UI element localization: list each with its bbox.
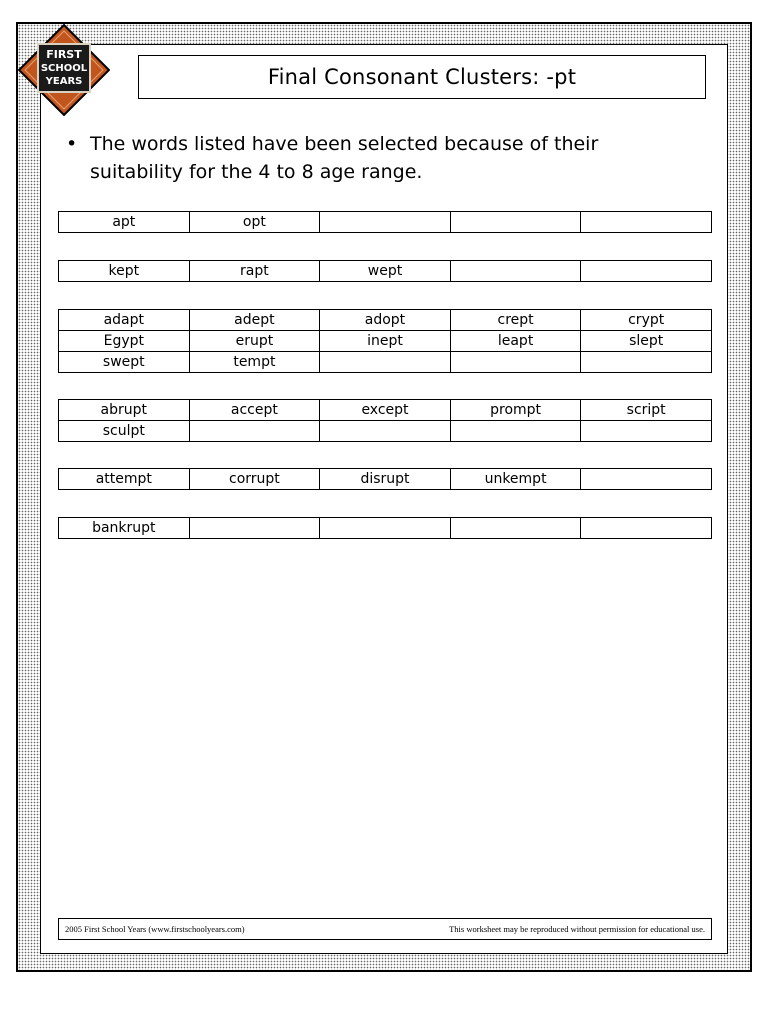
word-row (59, 420, 711, 441)
word-cell (580, 518, 711, 538)
word-cell: crypt (580, 310, 711, 330)
word-cell: corrupt (189, 469, 320, 489)
word-group-2 (58, 260, 712, 282)
word-cell: tempt (189, 352, 320, 372)
word-cell: sculpt (102, 423, 145, 439)
word-cell (580, 212, 711, 232)
word-row (59, 351, 711, 372)
word-cell (189, 518, 320, 538)
word-cell: adept (189, 310, 320, 330)
word-cell (580, 261, 711, 281)
word-row (59, 261, 711, 281)
word-cell (450, 261, 581, 281)
word-cell (580, 469, 711, 489)
word-cell: slept (580, 331, 711, 351)
word-row (59, 212, 711, 232)
word-cell: opt (189, 212, 320, 232)
word-cell (319, 518, 450, 538)
word-cell: rapt (189, 261, 320, 281)
word-cell: abrupt (100, 402, 148, 418)
footer-copyright: 2005 First School Years (www.firstschoolyears.com) (65, 924, 245, 934)
worksheet-title: Final Consonant Clusters: -pt (267, 65, 577, 89)
word-cell (319, 212, 450, 232)
word-cell: kept (108, 263, 140, 279)
word-cell: Egypt (103, 333, 144, 349)
word-group-5 (58, 468, 712, 490)
intro-line-1: The words listed have been selected because of their (90, 133, 599, 155)
word-cell (450, 212, 581, 232)
word-cell: except (319, 400, 450, 420)
word-cell (580, 352, 711, 372)
word-cell (189, 421, 320, 441)
word-row (59, 330, 711, 351)
bullet-icon: • (66, 133, 78, 155)
word-cell: leapt (450, 331, 581, 351)
worksheet-footer (58, 918, 712, 940)
word-cell (319, 421, 450, 441)
word-cell (450, 352, 581, 372)
word-cell (319, 352, 450, 372)
worksheet-title-box (138, 55, 706, 99)
word-cell (450, 518, 581, 538)
word-cell (450, 421, 581, 441)
word-cell: apt (112, 214, 136, 230)
word-row (59, 310, 711, 330)
word-cell: prompt (450, 400, 581, 420)
word-cell: script (580, 400, 711, 420)
intro-bullet (66, 130, 666, 186)
word-cell: adapt (103, 312, 144, 328)
word-group-3 (58, 309, 712, 373)
word-cell: unkempt (450, 469, 581, 489)
footer-permission: This worksheet may be reproduced without permission for educational use. (449, 924, 705, 934)
word-group-1 (58, 211, 712, 233)
logo-text-first: FIRST (46, 48, 82, 61)
word-cell: inept (319, 331, 450, 351)
word-cell (580, 421, 711, 441)
logo-text-school: SCHOOL (40, 63, 88, 74)
word-cell: accept (189, 400, 320, 420)
word-cell: swept (102, 354, 145, 370)
word-group-6 (58, 517, 712, 539)
word-cell: erupt (189, 331, 320, 351)
logo-text-years: YEARS (45, 76, 83, 87)
word-cell: disrupt (319, 469, 450, 489)
word-cell: attempt (95, 471, 152, 487)
first-school-years-logo (18, 24, 110, 116)
word-cell: crept (450, 310, 581, 330)
word-cell: wept (319, 261, 450, 281)
word-group-4 (58, 399, 712, 442)
word-row (59, 518, 711, 538)
word-row (59, 469, 711, 489)
word-cell: adopt (319, 310, 450, 330)
word-cell: bankrupt (92, 520, 156, 536)
intro-line-2: suitability for the 4 to 8 age range. (90, 161, 423, 183)
word-row (59, 400, 711, 420)
